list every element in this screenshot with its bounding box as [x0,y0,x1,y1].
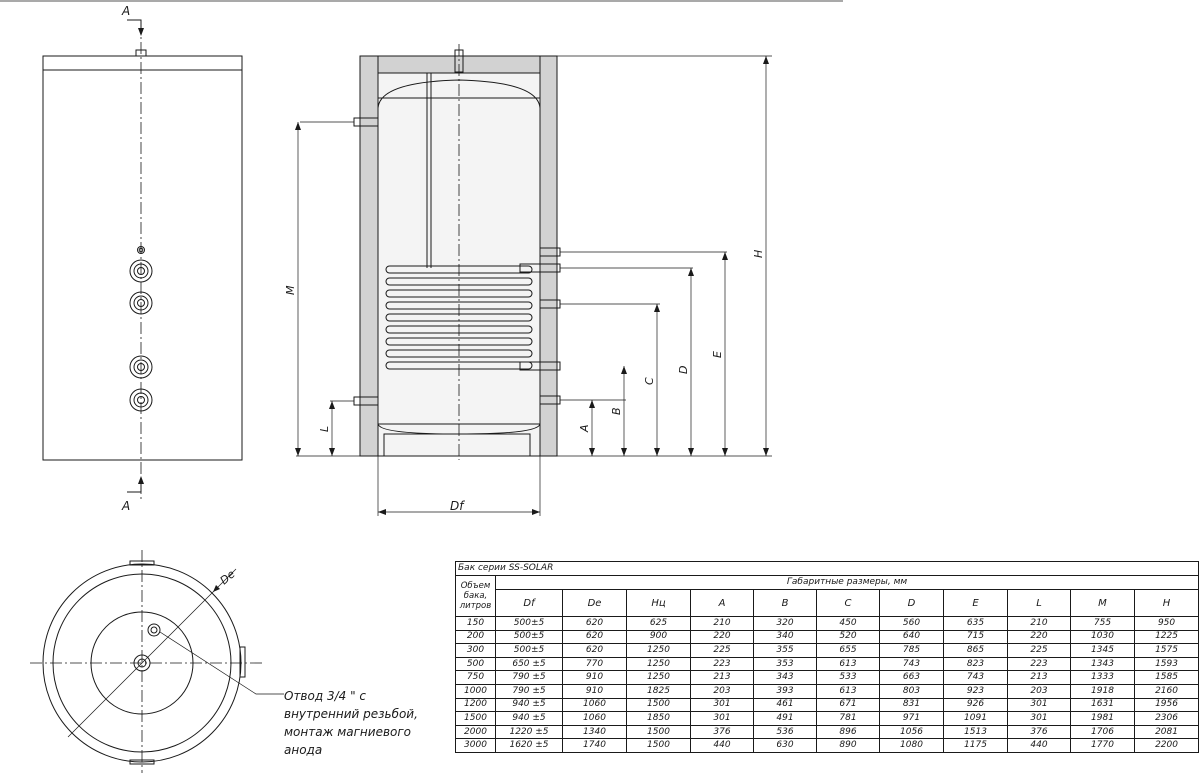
table-row [456,725,1199,739]
table-cell: 890 [817,739,880,753]
volume-cell: 300 [456,644,496,658]
dim-label-l: L [318,425,331,432]
column-header: Нц [627,590,691,617]
table-cell: 225 [1008,644,1071,658]
table-row [456,684,1199,698]
table-cell: 355 [754,644,817,658]
table-cell: 213 [691,671,754,685]
table-row [456,617,1199,631]
table-cell: 301 [691,712,754,726]
table-cell: 1850 [627,712,691,726]
volume-cell: 1200 [456,698,496,712]
table-cell: 1333 [1071,671,1135,685]
table-cell: 461 [754,698,817,712]
volume-cell: 150 [456,617,496,631]
table-cell: 1225 [1135,630,1199,644]
table-cell: 865 [944,644,1008,658]
table-cell: 1956 [1135,698,1199,712]
volume-header-line: Объем [460,581,491,591]
section-mark-bottom: A [122,499,131,513]
table-cell: 1091 [944,712,1008,726]
table-cell: 940 ±5 [496,712,563,726]
table-cell: 1250 [627,671,691,685]
insulation-left [360,56,378,456]
table-cell: 950 [1135,617,1199,631]
table-cell: 663 [880,671,944,685]
table-cell: 2081 [1135,725,1199,739]
table-caption: Бак серии SS-SOLAR [456,562,1199,576]
table-cell: 520 [817,630,880,644]
table-cell: 1030 [1071,630,1135,644]
volume-cell: 3000 [456,739,496,753]
volume-header [456,576,496,617]
table-cell: 743 [880,657,944,671]
volume-cell: 1000 [456,684,496,698]
table-cell: 1500 [627,725,691,739]
table-cell: 393 [754,684,817,698]
dimensions-group-header: Габаритные размеры, мм [496,576,1199,590]
table-cell: 500±5 [496,644,563,658]
dim-label-e: E [711,351,724,358]
table-cell: 1706 [1071,725,1135,739]
table-cell: 223 [691,657,754,671]
table-cell: 1740 [563,739,627,753]
table-cell: 1631 [1071,698,1135,712]
table-cell: 896 [817,725,880,739]
volume-cell: 2000 [456,725,496,739]
table-cell: 1345 [1071,644,1135,658]
table-row [456,657,1199,671]
section-mark-top: A [122,4,131,18]
column-header: Df [496,590,563,617]
table-cell: 613 [817,657,880,671]
table-cell: 781 [817,712,880,726]
table-cell: 440 [691,739,754,753]
table-cell: 343 [754,671,817,685]
dim-label-h: H [752,249,765,258]
table-cell: 790 ±5 [496,671,563,685]
table-cell: 655 [817,644,880,658]
table-cell: 2200 [1135,739,1199,753]
dim-label-a: A [578,424,591,432]
table-cell: 500±5 [496,617,563,631]
table-cell: 220 [691,630,754,644]
section-view [354,44,560,460]
table-cell: 1250 [627,657,691,671]
table-cell: 440 [1008,739,1071,753]
table-cell: 923 [944,684,1008,698]
table-cell: 1918 [1071,684,1135,698]
table-row [456,712,1199,726]
table-cell: 910 [563,684,627,698]
volume-header-line: бака, [463,591,488,601]
column-header: C [817,590,880,617]
table-cell: 790 ±5 [496,684,563,698]
table-cell: 450 [817,617,880,631]
table-cell: 2306 [1135,712,1199,726]
column-header: M [1071,590,1135,617]
table-cell: 1500 [627,739,691,753]
table-cell: 220 [1008,630,1071,644]
dim-label-c: C [643,377,656,385]
table-cell: 1220 ±5 [496,725,563,739]
table-cell: 803 [880,684,944,698]
table-cell: 2160 [1135,684,1199,698]
table-cell: 213 [1008,671,1071,685]
table-cell: 1060 [563,698,627,712]
table-cell: 1175 [944,739,1008,753]
tank-body-front [43,56,242,460]
table-cell: 625 [627,617,691,631]
table-cell: 671 [817,698,880,712]
table-cell: 620 [563,617,627,631]
table-cell: 1825 [627,684,691,698]
anode-outlet-inner [151,627,157,633]
table-cell: 301 [691,698,754,712]
column-header: A [691,590,754,617]
volume-cell: 1500 [456,712,496,726]
table-cell: 301 [1008,698,1071,712]
table-cell: 715 [944,630,1008,644]
table-cell: 353 [754,657,817,671]
table-cell: 301 [1008,712,1071,726]
table-cell: 1513 [944,725,1008,739]
table-cell: 376 [1008,725,1071,739]
dim-label-de: De [217,567,238,588]
table-cell: 650 ±5 [496,657,563,671]
table-cell: 376 [691,725,754,739]
table-cell: 785 [880,644,944,658]
table-cell: 613 [817,684,880,698]
dimensions-table [455,561,1199,753]
dim-label-d: D [677,365,690,374]
table-row [456,644,1199,658]
table-cell: 210 [1008,617,1071,631]
table-cell: 1575 [1135,644,1199,658]
table-cell: 770 [563,657,627,671]
callout-line: Отвод 3/4 " с [284,689,367,703]
section-arrow-top-head [138,28,144,36]
table-cell: 203 [691,684,754,698]
table-cell: 743 [944,671,1008,685]
table-cell: 940 ±5 [496,698,563,712]
table-cell: 320 [754,617,817,631]
table-cell: 1056 [880,725,944,739]
table-cell: 1500 [627,698,691,712]
table-row [456,698,1199,712]
table-cell: 910 [563,671,627,685]
column-header: E [944,590,1008,617]
table-row [456,671,1199,685]
dim-label-b: B [610,407,623,415]
dim-label-df: Df [450,499,464,513]
column-header: B [754,590,817,617]
volume-cell: 200 [456,630,496,644]
table-cell: 1250 [627,644,691,658]
table-cell: 1981 [1071,712,1135,726]
column-header: De [563,590,627,617]
table-cell: 620 [563,644,627,658]
table-cell: 223 [1008,657,1071,671]
table-cell: 1593 [1135,657,1199,671]
table-cell: 1770 [1071,739,1135,753]
table-cell: 620 [563,630,627,644]
table-cell: 900 [627,630,691,644]
callout-line: внутренний резьбой, [284,707,418,721]
front-view [43,4,242,513]
table-cell: 1585 [1135,671,1199,685]
table-cell: 1343 [1071,657,1135,671]
callout-line: анода [284,743,323,757]
column-header: L [1008,590,1071,617]
table-cell: 536 [754,725,817,739]
callout-line: монтаж магниевого [284,725,412,739]
table-cell: 1620 ±5 [496,739,563,753]
table-cell: 755 [1071,617,1135,631]
table-cell: 203 [1008,684,1071,698]
dim-label-m: M [284,285,297,295]
volume-header-line: литров [459,601,492,611]
volume-cell: 500 [456,657,496,671]
volume-cell: 750 [456,671,496,685]
table-cell: 533 [817,671,880,685]
top-view [30,550,284,773]
table-cell: 1080 [880,739,944,753]
table-cell: 225 [691,644,754,658]
table-cell: 560 [880,617,944,631]
table-cell: 635 [944,617,1008,631]
table-cell: 500±5 [496,630,563,644]
table-row [456,630,1199,644]
table-cell: 640 [880,630,944,644]
column-header: H [1135,590,1199,617]
table-cell: 823 [944,657,1008,671]
column-header: D [880,590,944,617]
table-cell: 210 [691,617,754,631]
table-row [456,739,1199,753]
anode-outlet [148,624,160,636]
table-cell: 1060 [563,712,627,726]
table-cell: 340 [754,630,817,644]
table-cell: 491 [754,712,817,726]
table-cell: 831 [880,698,944,712]
table-cell: 971 [880,712,944,726]
section-arrow-bottom-head [138,476,144,484]
table-cell: 630 [754,739,817,753]
table-cell: 1340 [563,725,627,739]
table-cell: 926 [944,698,1008,712]
